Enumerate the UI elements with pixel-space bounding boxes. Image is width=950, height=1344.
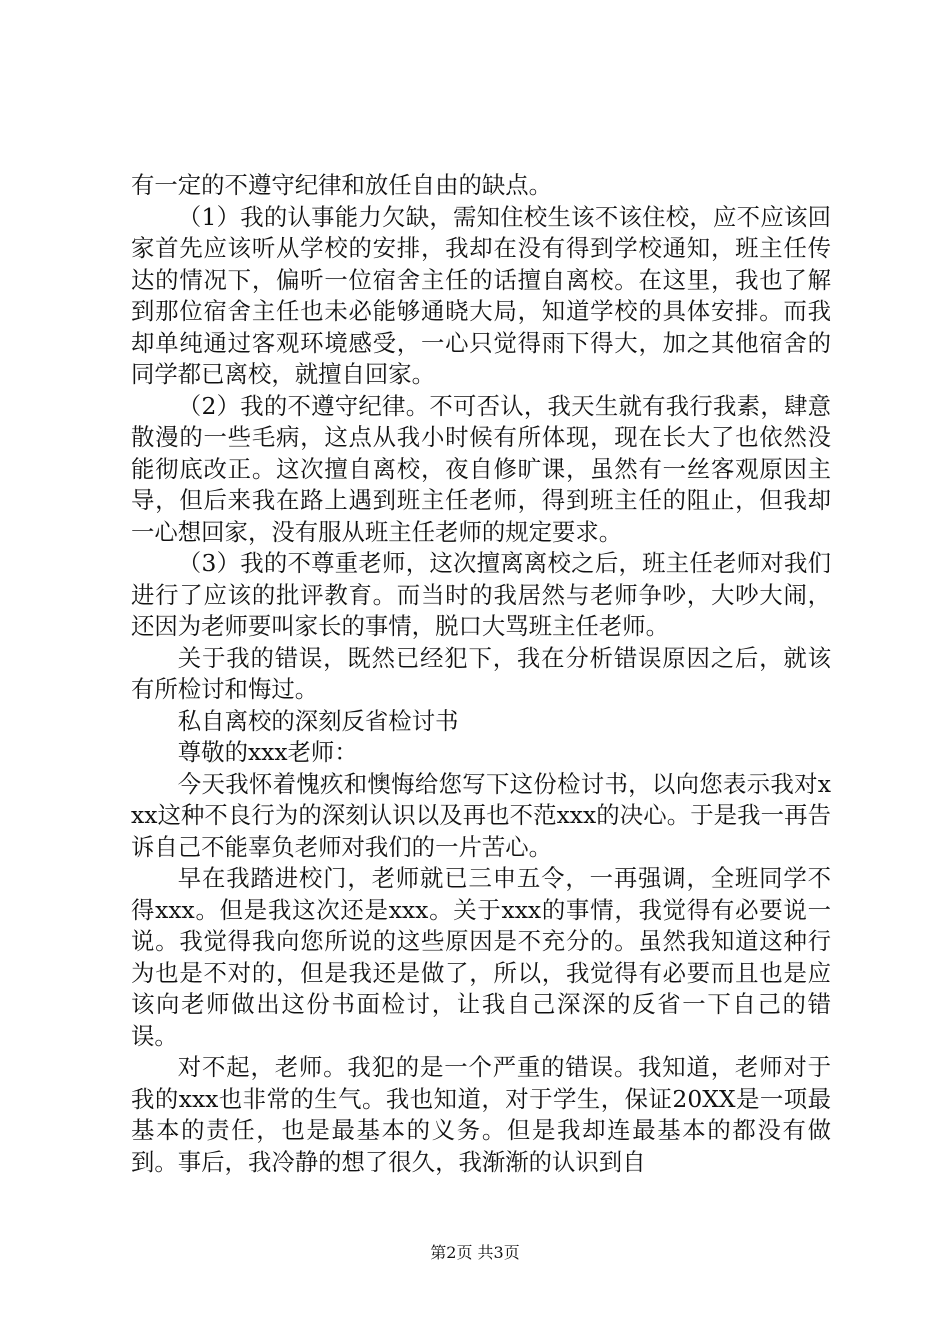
paragraph-5: 关于我的错误，既然已经犯下，我在分析错误原因之后，就该有所检讨和悔过。 [131, 643, 831, 703]
paragraph-8: 今天我怀着愧疚和懊悔给您写下这份检讨书，以向您表示我对xxx这种不良行为的深刻认识以及再也不范xxx的决心。于是我一再告诉自己不能辜负老师对我们的一片苦心。 [131, 769, 831, 861]
document-title: 私自离校的深刻反省检讨书 [177, 706, 459, 735]
paragraph-2: （1）我的认事能力欠缺，需知住校生该不该住校，应不应该回家首先应该听从学校的安排，我却在没有得到学校通知，班主任传达的情况下，偏听一位宿舍主任的话擅自离校。在这里，我也了解到那位宿舍主任也未必能够通晓大局，知道学校的具体安排。而我却单纯通过客观环境感受，一心只觉得雨下得大，加之其他宿舍的同学都已离校，就擅自回家。 [131, 202, 831, 388]
paragraph-9: 早在我踏进校门，老师就已三申五令，一再强调，全班同学不得xxx。但是我这次还是xxx。关于xxx的事情，我觉得有必要说一说。我觉得我向您所说的这些原因是不充分的。虽然我知道这种行为也是不对的，但是我还是做了，所以，我觉得有必要而且也是应该向老师做出这份书面检讨，让我自己深深的反省一下自己的错误。 [131, 864, 831, 1050]
salutation: 尊敬的xxx老师： [177, 738, 358, 766]
paragraph-4: （3）我的不尊重老师，这次擅离离校之后，班主任老师对我们进行了应该的批评教育。而当时的我居然与老师争吵，大吵大闹，还因为老师要叫家长的事情，脱口大骂班主任老师。 [131, 549, 831, 640]
document-body [131, 170, 831, 1178]
paragraph-3: （2）我的不遵守纪律。不可否认，我天生就有我行我素，肆意散漫的一些毛病，这点从我小时候有所体现，现在长大了也依然没能彻底改正。这次擅自离校，夜自修旷课，虽然有一丝客观原因主导，但后来我在路上遇到班主任老师，得到班主任的阻止，但我却一心想回家，没有服从班主任老师的规定要求。 [131, 391, 831, 546]
page-number-footer: 第2页 共3页 [430, 1243, 520, 1262]
paragraph-10: 对不起，老师。我犯的是一个严重的错误。我知道，老师对于我的xxx也非常的生气。我也知道，对于学生，保证20XX是一项最基本的责任，也是最基本的义务。但是我却连最基本的都没有做到。事后，我冷静的想了很久，我渐渐的认识到自 [131, 1053, 831, 1176]
paragraph-1: 有一定的不遵守纪律和放任自由的缺点。 [131, 171, 553, 199]
